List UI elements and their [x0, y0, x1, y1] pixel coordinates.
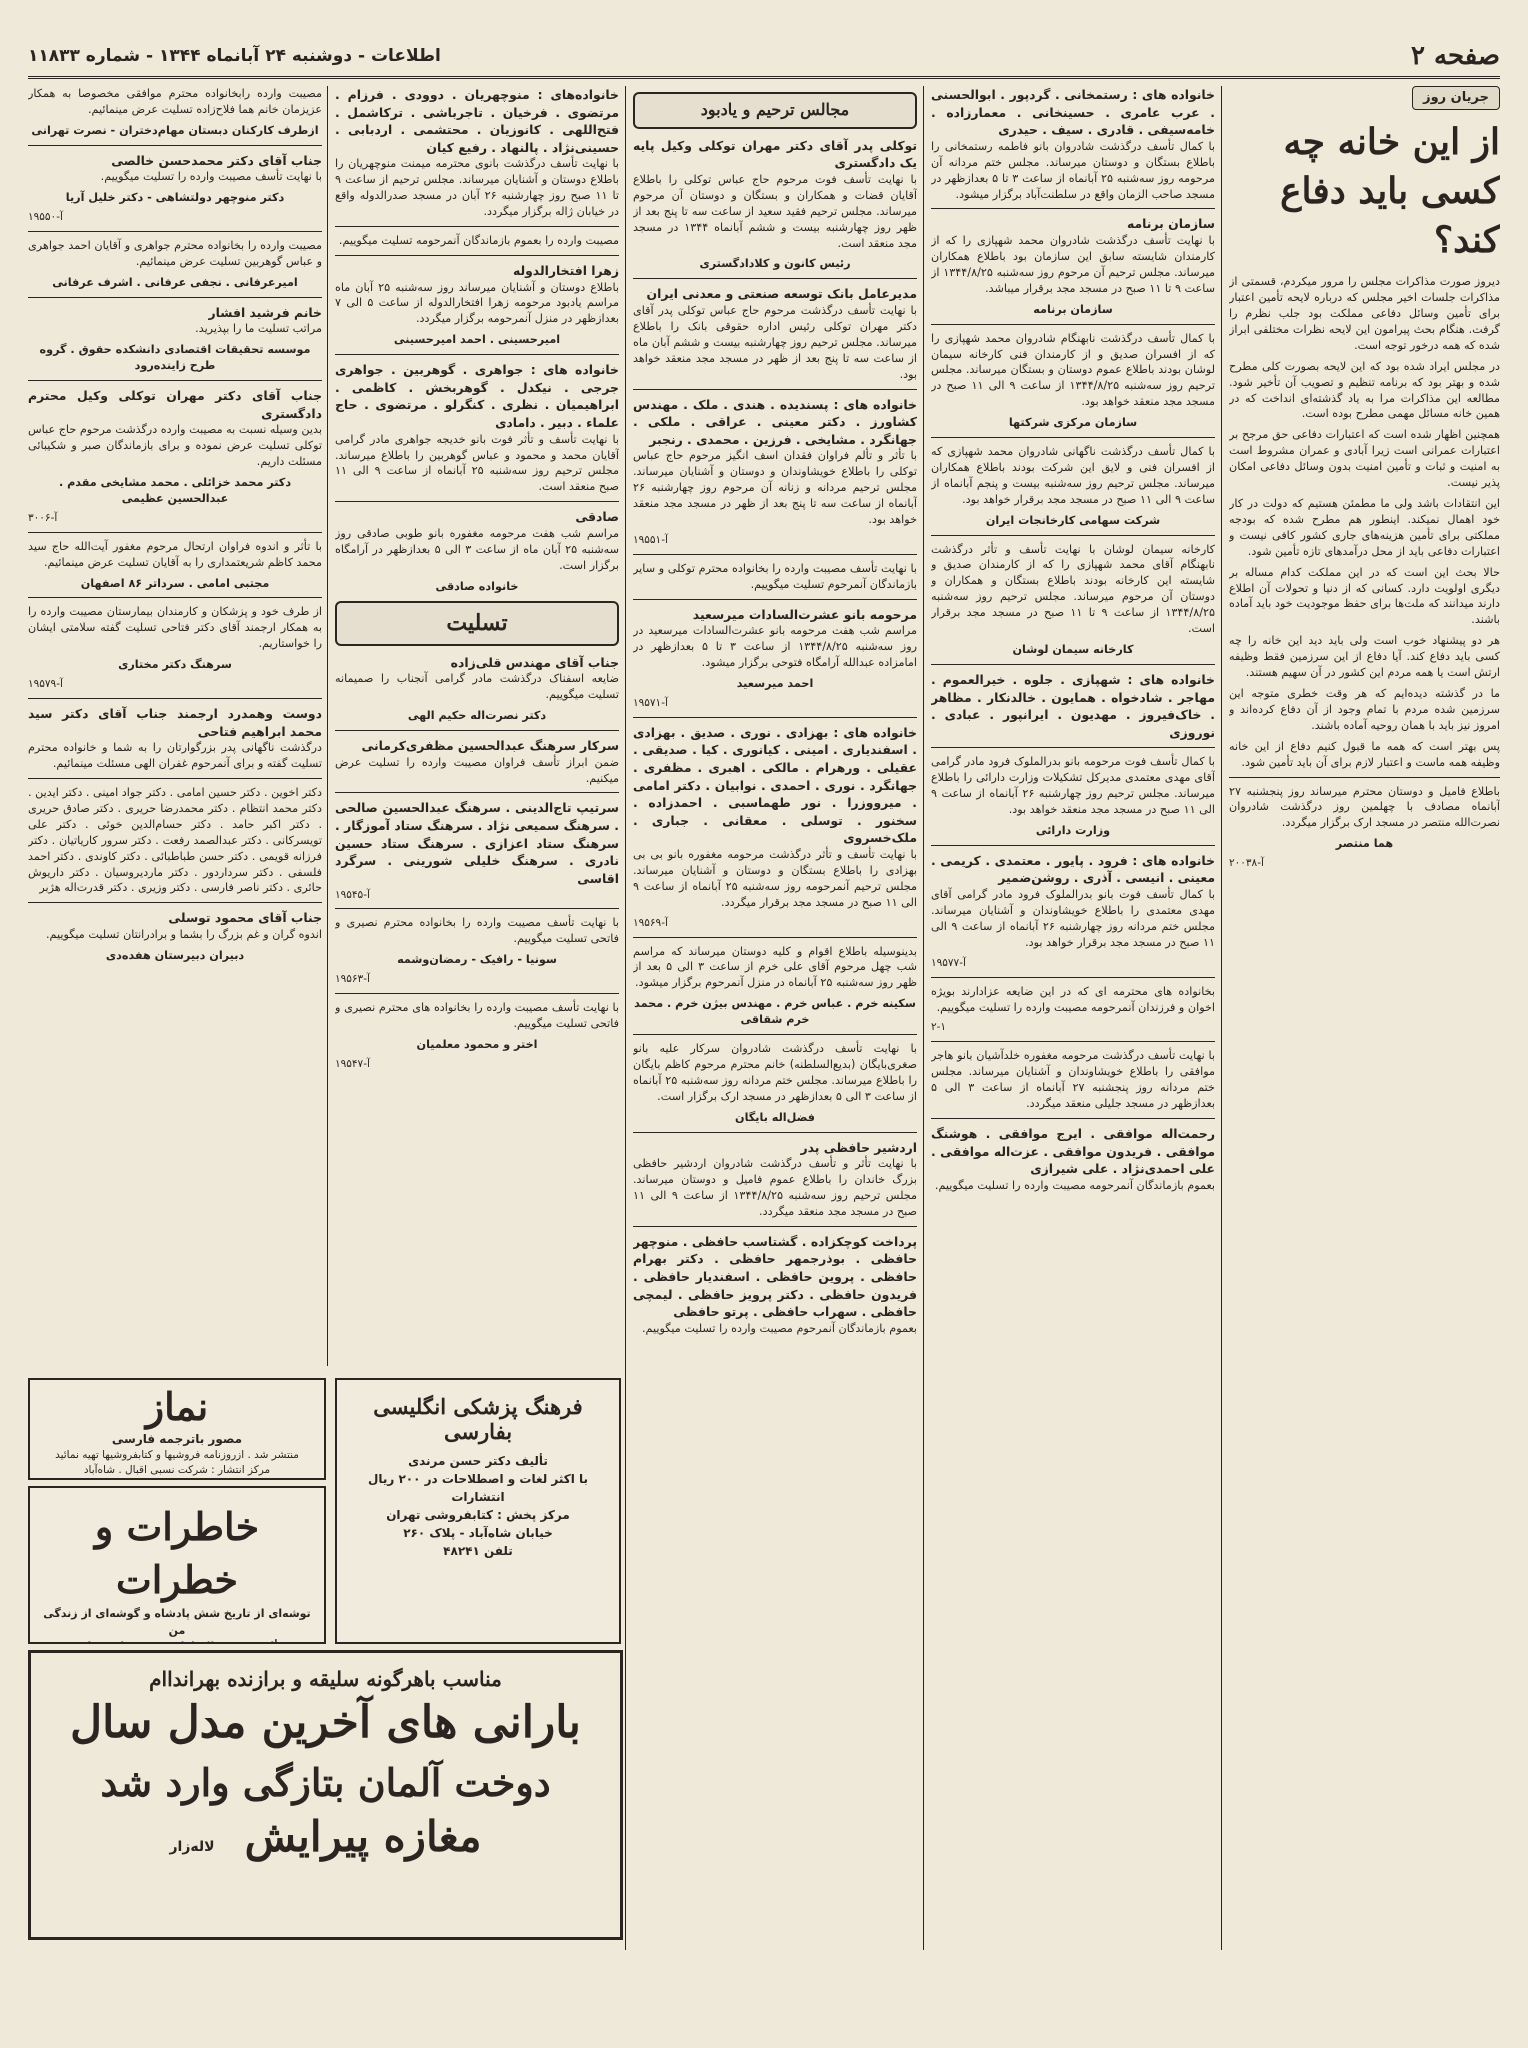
- notice-body: مراتب تسلیت ما را بپذیرید.: [195, 322, 322, 336]
- divider: [931, 977, 1215, 978]
- book-ad-text: [337, 1452, 619, 1560]
- column-rule: [923, 86, 924, 1950]
- notice-body: با نهایت تأسف درگذشت بانوی محترمه میمنت منوچهریان را باطلاع دوستان و آشنایان میرساند. مجلس ترحیم از ساعت ۹ تا ۱۱ صبح روز چهارشنبه ۲۶ آبان در مسجد صدرالدوله واقع در خیابان ژاله برگزار میگردد.: [335, 157, 619, 219]
- notice-body: مراسم شب هفت مرحومه مغفوره بانو طوبی صادقی روز سه‌شنبه ۲۵ آبان ماه از ساعت ۳ الی ۵ بعدازظهر در آرامگاه برگزار است.: [335, 526, 619, 572]
- notice-heading: خانواده های : بهزادی . نوری . صدیق . بهزادی . اسفندیاری . امینی . کیانوری . کیا . صدیقی . عقیلی . ورهرام . مالکی . اهبری . مظفری . جهانگرد . نوری . احمدی . نوابیان . دکتر امامی . میرووزرا . نور طهماسبی . احمدزاده . سخنور . توسلی . معقانی . جباری . ملک‌خسروی: [633, 724, 917, 846]
- notice-heading: توکلی پدر آقای دکتر مهران توکلی وکیل پایه یک دادگستری: [633, 137, 917, 171]
- divider: [931, 1041, 1215, 1042]
- notice-signature: وزارت دارائی: [1035, 823, 1111, 837]
- notice-heading: جناب آقای دکتر مهران توکلی وکیل محترم دادگستری: [28, 388, 322, 421]
- notice-body: با تأثر و اندوه فراوان ارتحال مرحوم مغفور آیت‌الله حاج سید محمد کاظم شریعتمداری را به آقایان تسلیت عرض مینمائیم.: [28, 539, 322, 569]
- notice-heading: خانواده های : رستمخانی . گردپور . ابوالحسنی . عرب عامری . حسینخانی . معمارزاده . خامه‌سیفی . قادری . سیف . حیدری: [931, 87, 1215, 138]
- notice-signature: سکینه خرم . عباس خرم . مهندس بیژن خرم . محمد خرم شقاقی: [634, 997, 916, 1027]
- editorial-title: از این خانه چه کسی باید دفاع کند؟: [1280, 121, 1500, 261]
- divider: [931, 1118, 1215, 1119]
- divider: [335, 354, 619, 355]
- divider: [335, 255, 619, 256]
- notice-body: از طرف خود و پزشکان و کارمندان بیمارستان مصیبت وارده را به همکار ارجمند آقای دکتر فتاحی تسلیت گفته سلامتی ایشان را خواستاریم.: [28, 605, 322, 651]
- notice-code: آ-۱۹۵۴۷: [335, 1057, 370, 1070]
- notice-body: با نهایت تأسف مصیبت وارده را بخانواده های محترم نصیری و فاتحی تسلیت میگوییم.: [335, 1001, 619, 1030]
- notice-code: آ-۱۹۵۷۱: [633, 696, 668, 709]
- ad-line: انتشارات: [451, 1490, 505, 1504]
- memoirs-ad-title: خاطرات و خطرات: [94, 1504, 260, 1603]
- notice-body: با نهایت تأسف درگذشت شادروان محمد شهپازی را که از کارمندان شایسته سابق این سازمان بود باطلاع همکاران میرساند. مجلس ترحیم آن مرحوم روز سه‌شنبه ۱۳۴۴/۸/۲۵ از ساعت ۹ تا ۱۱ صبح در مسجد مجد برقرار میباشد.: [931, 234, 1215, 295]
- notice-heading: جناب آقای محمود توسلی: [168, 910, 322, 926]
- notice-body: بخانواده های محترمه ای که در این ضایعه عزادارند بویژه اخوان و فرزندان آنمرحومه مصیبت وارده را تسلیت میگوییم.: [931, 984, 1215, 1014]
- page-header: [28, 36, 1500, 79]
- notice-code: آ-۱۹۵۷۷: [931, 956, 966, 969]
- notice-body: با نهایت تأسف مصیبت وارده را تسلیت میگوییم.: [100, 170, 322, 184]
- obituary-list: [633, 137, 917, 1337]
- notice-signature: رئیس کانون و کلادادگستری: [699, 257, 851, 271]
- divider: [931, 208, 1215, 209]
- notice-body: دکتر اخوین . دکتر حسین امامی . دکتر جواد امینی . دکتر ایدین . دکتر محمد انتظام . دکتر محمدرضا حریری . دکتر صادق حریری . دکتر اکبر حامد . دکتر حسام‌الدین خوئی . دکتر علی تویسرکانی . دکتر عبدالصمد رفعت . دکتر سرور کاریاتیان . دکتر فرزانه قویمی . دکتر حسن طباطبائی . دکتر کاوندی . دکتر احمد فلسفی . دکتر سرداردور . دکتر ماردیروسیان . دکتر داریوش حائری . دکتر ناصر فارسی . دکتر وزیری . دکتر قدرت‌اله هژبر: [28, 786, 322, 895]
- prayer-ad-author: مصور باترجمه فارسی: [111, 1431, 243, 1446]
- notice: [335, 508, 619, 594]
- notice: [931, 1125, 1215, 1194]
- notice: [633, 724, 917, 931]
- memoirs-ad-text: [30, 1606, 324, 1644]
- divider: [28, 698, 322, 699]
- notice-signature: دکتر منوچهر دولتشاهی - دکتر خلیل آریا: [65, 191, 285, 205]
- prayer-ad-text: [30, 1448, 324, 1480]
- notice-signature: دکتر نصرت‌اله حکیم الهی: [407, 709, 547, 723]
- condolence-column: [28, 86, 322, 1366]
- notice-body: مصیبت وارده را بخانواده محترم جواهری و آقایان احمد جواهری و عباس گوهربین تسلیت عرض مینمائیم.: [28, 239, 322, 268]
- notice: [28, 705, 322, 772]
- divider: [633, 1034, 917, 1035]
- clothing-ad-line3: دوخت آلمان بتازگی وارد شد: [100, 1759, 551, 1805]
- divider: [931, 324, 1215, 325]
- divider: [633, 717, 917, 718]
- divider: [633, 389, 917, 390]
- editorial-paragraph: هر دو پیشنهاد خوب است ولی باید دید این خانه را چه کسی باید دفاع کند. آیا دفاع از این سرزمین فقط وظیفه ارتش است یا همه مردم این کشور در آن سهیم هستند.: [1229, 634, 1500, 680]
- notice: [28, 785, 322, 896]
- notice-heading: خانواده های : جواهری . گوهربین . جواهری جرجی . نیکدل . گوهربخش . کاظمی . ابراهیمیان . نظری . کنگرلو . مرتضوی . حاج علماء . دبیر . دامادی: [335, 362, 619, 431]
- notice-code: آ-۱۹۵۶۹: [633, 916, 668, 929]
- notice: [28, 909, 322, 963]
- notice: [335, 262, 619, 348]
- notice: [335, 915, 619, 987]
- divider: [931, 747, 1215, 748]
- ad-line: [38, 1639, 316, 1644]
- notice-heading: زهرا افتخارالدوله: [512, 262, 619, 278]
- notice: [28, 152, 322, 225]
- notice-signature: سازمان برنامه: [1033, 302, 1113, 316]
- section-tag: جریان روز: [1412, 86, 1500, 110]
- divider: [335, 730, 619, 731]
- editorial-paragraph: در مجلس ایراد شده بود که این لایحه بصورت کلی مطرح شده و بهتر بود که برنامه تنظیم و تصویب آن تأخیر شود. مطالعه این مذاکرات مرا به یاد گذشته‌ای انداخت که در همین خانه مسائل مهمی مطرح بوده است.: [1229, 359, 1500, 421]
- notice-body: با تأثر و تألم فراوان فقدان اسف انگیز مرحوم حاج عباس توکلی را باطلاع خویشاوندان و دوستان و آشنایان میرساند. مجلس ترحیم مردانه و زنانه آن مرحوم روز چهارشنبه ۲۶ آبانماه از ساعت سه تا پنج بعد از ظهر در مسجد مجد منعقد خواهد بود.: [633, 449, 917, 526]
- divider: [335, 501, 619, 502]
- divider: [28, 145, 322, 146]
- notice: [931, 215, 1215, 317]
- notice-body: با کمال تأسف درگذشت ناگهانی شادروان محمد شهپازی که از افسران فنی و لایق این شرکت بودند باطلاع همکاران میرساند. مجلس ترحیم روز سه‌شنبه بیست و پنجم آبانماه از ساعت ۹ الی ۱۱ صبح در مسجد مجد برقرار خواهد بود.: [931, 445, 1215, 506]
- notice-signature: سونیا - رافیک - رمضان‌وشمه: [397, 953, 557, 967]
- notice-body: درگذشت ناگهانی پدر بزرگوارتان را به شما و خانواده محترم تسلیت گفته و برای آنمرحوم غفران الهی مسئلت مینمائیم.: [28, 741, 322, 771]
- notice-heading: دوست وهمدرد ارجمند جناب آقای دکتر سید محمد ابراهیم فتاحی: [28, 706, 322, 739]
- notice: [335, 1000, 619, 1072]
- column-rule: [625, 86, 626, 1950]
- notice-body: بدینوسیله باطلاع اقوام و کلیه دوستان میرساند که مراسم شب چهل مرحوم آقای علی خرم از ساعت ۳ الی ۵ بعد از ظهر روز سه‌شنبه ۲۵ آبانماه در منزل آنمرحوم برگزار میشود.: [633, 944, 917, 990]
- notice-signature: فضل‌اله بایگان: [735, 1110, 815, 1124]
- notice-heading: خانم فرشید افشار: [208, 304, 322, 320]
- notice-signature: اختر و محمود معلمیان: [416, 1037, 538, 1051]
- notice-signature: شرکت سهامی کارخانجات ایران: [985, 513, 1161, 527]
- ad-line: مرکز انتشار : شرکت نسبی اقبال . شاه‌آباد: [83, 1464, 271, 1477]
- notice: [931, 86, 1215, 202]
- divider: [28, 902, 322, 903]
- notice-body: مصیبت وارده رابخانواده محترم موافقی مخصوصا به همکار عزیزمان خانم هما فلاح‌زاده تسلیت عرض مینمائیم.: [28, 87, 322, 116]
- notice-heading: پرداخت کوچکزاده . گشتاسب حافظی . منوچهر حافظی . بوذرجمهر حافظی . دکتر بهرام حافظی . پروین حافظی . اسفندیار حافظی . فریدون حافظی . دکتر پرویز حافظی . لیمچی حافظی . سهراب حافظی . پرتو حافظی: [633, 1233, 917, 1320]
- divider: [633, 599, 917, 600]
- notice-body: با کمال تأسف درگذشت نابهنگام شادروان محمد شهپازی را که از افسران صدیق و از کارمندان فنی کارخانه سیمان لوشان بودند باطلاع عموم دوستان و بستگان میرساند. مجلس ترحیم روز سه‌شنبه ۱۳۴۴/۸/۲۵ از ساعت ۹ الی ۱۱ صبح در مسجد مجد منعقد خواهد بود.: [931, 331, 1215, 409]
- obituary-list: [931, 86, 1215, 1194]
- column-rule: [1221, 86, 1222, 1950]
- notice: [633, 606, 917, 711]
- notice-code: آ-۱۹۵۶۳: [335, 973, 370, 986]
- notice-body: کارخانه سیمان لوشان با نهایت تأسف و تأثر درگذشت نابهنگام آقای محمد شهپازی را که از کارمندان صدیق و شایسته این کارخانه بودند باطلاع بستگان و همکاران و دوستان آن مرحوم میرساند. مجلس ترحیم روز سه‌شنبه ۱۳۴۴/۸/۲۵ از ساعت ۹ تا ۱۱ صبح در مسجد مجد برقرار است.: [931, 542, 1215, 636]
- obituary-column-3: [633, 86, 917, 1948]
- book-ad-title: فرهنگ پزشکی انگلیسی بفارسی: [373, 1394, 583, 1444]
- notice-signature: خانواده صادقی: [435, 579, 519, 593]
- notice-signature: سازمان مرکزی شرکتها: [1008, 416, 1138, 430]
- clothing-ad: [28, 1650, 623, 1940]
- notice: [633, 396, 917, 548]
- notice-heading: سرکار سرهنگ عبدالحسین مظفری‌کرمانی: [361, 738, 619, 754]
- notice-body: بعموم بازماندگان آنمرحوم مصیبت وارده را تسلیت میگوییم.: [641, 1321, 917, 1335]
- notice: [931, 331, 1215, 431]
- divider: [633, 278, 917, 279]
- memoirs-ad: [28, 1486, 326, 1644]
- ad-line: مرکز پخش : کتابفروشی تهران: [386, 1508, 570, 1522]
- divider: [28, 297, 322, 298]
- notice-body: با نهایت تأسف فوت مرحوم حاج عباس توکلی را باطلاع آقایان قضات و همکاران و بستگان و دوستان آن مرحوم میرساند. مجلس ترحیم فقید سعید از ساعت سه تا پنج بعد از ظهر روز چهارشنبه بیست و ششم آبانماه ۱۳۴۴ در مسجد مجد منعقد است.: [633, 172, 917, 250]
- notice: [335, 654, 619, 724]
- divider: [28, 778, 322, 779]
- editorial-paragraph: این انتقادات باشد ولی ما مطمئن هستیم که دولت در کار خود اهمال نمیکند. اینطور هم مطرح شده که بودجه مملکتی برای تأمین هزینه‌های جاری کشور کافی نیست و اعتبارات دفاعی باید از محل درآمدهای تازه تأمین شود.: [1229, 497, 1500, 558]
- memorial-signature: هما منتصر: [1335, 837, 1394, 851]
- notice: [28, 86, 322, 139]
- notice-code: آ-۱۹۵۷۹: [28, 678, 63, 691]
- notice: [633, 561, 917, 593]
- notice-heading: مدیرعامل بانک توسعه صنعتی و معدنی ایران: [646, 286, 917, 302]
- divider: [633, 1132, 917, 1133]
- divider: [335, 993, 619, 994]
- notice-body: با کمال تأسف درگذشت شادروان بانو فاطمه رستمخانی را باطلاع بستگان و دوستان میرساند. مجلس ختم مردانه آن مرحومه روز سه‌شنبه ۲۵ آبانماه از ساعت ۳ تا ۵ بعدازظهر در مسجد صاحب الزمان واقع در سلطنت‌آباد برگزار میشود.: [931, 139, 1215, 201]
- notice: [931, 444, 1215, 529]
- notice-signature: کارخانه سیمان لوشان: [1012, 643, 1134, 656]
- notice: [633, 137, 917, 273]
- notice: [633, 285, 917, 382]
- notice-code: آ-۱۹۵۵۰: [28, 211, 63, 224]
- editorial-paragraph: دیروز صورت مذاکرات مجلس را مرور میکردم، قسمتی از مذاکرات جلسات اخیر مجلس که درباره لایحه تأمین اعتبار برای تأمین وسائل دفاعی مملکت بود جلب نظرم را گرفت. هنگام بحث پیرامون این لایحه نظرات مختلفی ابراز شده که همه درخور توجه است.: [1229, 275, 1500, 352]
- notice-heading: خانواده های : فرود . پایور . معتمدی . کریمی . معینی . انیسی . آذری . روشن‌ضمیر: [931, 852, 1215, 886]
- notice-heading: جناب آقای مهندس قلی‌زاده: [450, 654, 619, 670]
- notice: [28, 238, 322, 291]
- editorial-column: [1229, 86, 1500, 1948]
- ad-line: با اکثر لغات و اصطلاحات در ۲۰۰ ریال: [367, 1472, 589, 1486]
- notice-heading: رحمت‌اله موافقی . ایرج موافقی . هوشنگ موافقی . فریدون موافقی . عزت‌اله موافقی . علی احمدی‌نژاد . علی شیرازی: [931, 1125, 1215, 1177]
- notice-body: ضمن ابراز تأسف فراوان مصیبت وارده را تسلیت عرض میکنیم.: [335, 755, 619, 785]
- notice-signature: احمد میرسعید: [736, 676, 814, 690]
- notice-signature: سرهنگ دکتر مختاری: [118, 658, 232, 672]
- column-rule: [327, 86, 328, 1366]
- book-ad: [335, 1378, 621, 1644]
- page-number: صفحه ۲: [1411, 41, 1500, 71]
- notice: [335, 737, 619, 786]
- editorial-body: [1229, 274, 1500, 770]
- clothing-ad-store: مغازه پیرایش: [244, 1811, 482, 1861]
- notice-heading: مرحومه بانو عشرت‌السادات میرسعید: [692, 606, 917, 622]
- notice-body: با نهایت تأسف مصیبت وارده را بخانواده محترم توکلی و سایر بازماندگان آنمرحوم تسلیت میگوییم.: [633, 561, 917, 591]
- clothing-ad-line2: بارانی های آخرین مدل سال: [70, 1697, 581, 1748]
- notice-signature: امیرعرفانی . نجفی عرفانی . اشرف عرفانی: [52, 275, 298, 289]
- notice-signature: دبیران دبیرستان هفده‌دی: [105, 948, 245, 962]
- editorial-paragraph: پس بهتر است که همه ما قبول کنیم دفاع از این خانه وظیفه همه ماست و اعتبار لازم برای آن باید تأمین شود.: [1229, 739, 1500, 769]
- divider: [335, 908, 619, 909]
- prayer-ad-title: نماز: [145, 1384, 209, 1429]
- notice-body: باطلاع دوستان و آشنایان میرساند روز سه‌شنبه ۲۵ آبان ماه مراسم یادبود مرحومه زهرا افتخارالدوله از ساعت ۵ الی ۷ بعدازظهر در منزل آنمرحومه برگزار میگردد.: [335, 280, 619, 326]
- notice: [931, 542, 1215, 658]
- notice-signature: موسسه تحقیقات اقتصادی دانشکده حقوق . گروه طرح زاینده‌رود: [39, 343, 311, 373]
- notice-body: بدین وسیله نسبت به مصیبت وارده درگذشت مرحوم حاج عباس توکلی تسلیت عرض نموده و برای بازماندگان صبر و شکیبائی مسئلت داریم.: [28, 423, 322, 469]
- notice: [28, 604, 322, 692]
- notice: [633, 1233, 917, 1337]
- divider: [28, 380, 322, 381]
- notice-heading: خانواده های : شهپازی . جلوه . خیرالعموم . مهاجر . شادخواه . همایون . خالدنکار . مظاهر . خاک‌فیروز . مهدیون . ایرانپور . عبادی . نوروزی: [931, 671, 1215, 740]
- obituary-section-banner: مجالس ترحیم و یادبود: [633, 92, 917, 129]
- notice: [335, 86, 619, 220]
- notice-heading: اردشیر حافظی پدر: [800, 1139, 917, 1155]
- clothing-ad-address: لاله‌زار: [169, 1838, 215, 1855]
- notice: [335, 361, 619, 495]
- notice-body: با نهایت تأسف و تأثر فوت بانو خدیجه جواهری مادر گرامی آقایان محمد و محمود و عباس گوهربین را باطلاع میرساند. مجلس ترحیم روز سه‌شنبه ۲۵ آبانماه از ساعت ۹ الی ۱۱ صبح منعقد است.: [335, 432, 619, 494]
- notice-heading: جناب آقای دکتر محمدحسن خالصی: [111, 152, 322, 168]
- divider: [931, 535, 1215, 536]
- notice-code: آ-۱۹۵۵۱: [633, 533, 668, 546]
- notice-body: با نهایت تأسف و تأثر درگذشت مرحومه مغفوره بانو بی بی بهزادی را باطلاع بستگان و دوستان و آشنایان میرساند. مجلس ترحیم آنمرحومه روز سه‌شنبه ۲۵ آبانماه از ساعت ۹ الی ۱۱ صبح در مسجد مجد برقرار میگردد.: [633, 848, 917, 909]
- notice: [633, 1139, 917, 1220]
- ad-line: تألیف دکتر حسن مرندی: [408, 1454, 548, 1468]
- date-line: اطلاعات - دوشنبه ۲۴ آبانماه ۱۳۴۴ - شماره ۱۱۸۳۳: [28, 46, 441, 66]
- notice: [931, 671, 1215, 741]
- notice: [633, 944, 917, 1029]
- notice-signature: مجتبی امامی . سرداتر ۸۶ اصفهان: [80, 576, 270, 590]
- notice-code: آ-۳۰۰۶: [28, 511, 58, 524]
- notice-heading: سازمان برنامه: [1126, 216, 1215, 232]
- editorial-paragraph: همچنین اظهار شده است که اعتبارات دفاعی حق مرجح بر اعتبارات عمرانی است زیرا آبادی و عمران مشروط است به امنیت و ثبات و تأمین امنیت بدون وسائل دفاعی امکان پذیر نیست.: [1229, 428, 1500, 490]
- divider: [335, 226, 619, 227]
- divider: [931, 664, 1215, 665]
- condolence-list: [335, 654, 619, 1072]
- notice-body: با نهایت تأسف مصیبت وارده را بخانواده محترم نصیری و فاتحی تسلیت میگوییم.: [335, 916, 619, 946]
- notice-signature: امیرحسینی . احمد امیرحسینی: [393, 333, 561, 347]
- editorial-paragraph: حالا بحث این است که در این مملکت کدام مساله بر دیگری اولویت دارد. کسانی که از دنیا و تحولات آن اطلاع دارند میدانند که ملت‌ها برای حفظ موجودیت خود باید آماده باشند.: [1229, 565, 1500, 627]
- notice: [335, 799, 619, 902]
- editorial-paragraph: ما در گذشته دیده‌ایم که هر وقت خطری متوجه این سرزمین شده مردم با تمام وجود از آن دفاع کرده‌اند و امروز نیز باید با همان روحیه آماده باشند.: [1229, 686, 1500, 732]
- condolence-list: [28, 86, 322, 964]
- notice-body: مراسم شب هفت مرحومه بانو عشرت‌السادات میرسعید در روز سه‌شنبه ۱۳۴۴/۸/۲۵ از ساعت ۳ تا ۵ بعدازظهر در امامزاده عبدالله آرامگاه فتوحی برگزار میشود.: [633, 624, 917, 670]
- notice-body: ضایعه اسفناک درگذشت مادر گرامی آنجناب را صمیمانه تسلیت میگوییم.: [335, 672, 619, 702]
- clothing-ad-line1: مناسب باهرگونه سلیقه و برازنده بهرانداام: [149, 1667, 502, 1691]
- notice: [931, 1048, 1215, 1112]
- notice: [335, 233, 619, 249]
- notice: [28, 304, 322, 374]
- notice-heading: صادقی: [575, 509, 619, 525]
- notice: [28, 387, 322, 526]
- divider: [633, 1226, 917, 1227]
- divider: [633, 554, 917, 555]
- divider: [335, 792, 619, 793]
- divider: [28, 597, 322, 598]
- divider: [931, 845, 1215, 846]
- notice-body: بعموم بازماندگان آنمرحومه مصیبت وارده را تسلیت میگوییم.: [934, 1178, 1215, 1192]
- prayer-ad: [28, 1378, 326, 1480]
- notice-heading: سرتیپ تاج‌الدینی . سرهنگ عبدالحسین صالحی . سرهنگ سمیعی نژاد . سرهنگ ستاد آموزگار . سرهنگ ستاد اعزازی . سرهنگ ستاد حسین نادری . سرهنگ خلیلی شورینی . سرگرد اقاسی: [335, 800, 619, 886]
- divider: [931, 437, 1215, 438]
- ad-line: منتشر شد . ازروزنامه فروشیها و کتابفروشیها تهیه نمائید: [55, 1448, 299, 1461]
- divider: [28, 231, 322, 232]
- notice-code: آ-۱۹۵۴۵: [335, 888, 370, 901]
- notice: [633, 1041, 917, 1126]
- notice-body: با نهایت تأسف درگذشت مرحوم حاج عباس توکلی پدر آقای دکتر مهران توکلی رئیس اداره حقوقی بانک را باطلاع میرساند. مجلس ترحیم روز چهارشنبه بیست و ششم آبان ماه از ساعت سه تا پنج بعد از ظهر در مسجد مجد منعقد خواهد بود.: [633, 303, 917, 381]
- divider: [28, 532, 322, 533]
- notice-body: با کمال تأسف فوت بانو بدرالملوک فرود مادر گرامی آقای مهدی معتمدی را باطلاع خویشاوندان و آشنایان میرساند. مجلس ختم مردانه روز چهارشنبه ۲۶ آبانماه از ساعت ۹ الی ۱۱ صبح در مسجد مجد برقرار خواهد بود.: [931, 888, 1215, 949]
- memorial-notice: باطلاع فامیل و دوستان محترم میرساند روز پنجشنبه ۲۷ آبانماه مصادف با چهلمین روز درگذشت شادروان نصرت‌الله منتصر در مسجد ارک برگزار میگردد.: [1229, 784, 1500, 830]
- notice-body: با نهایت تأسف درگذشت مرحومه مغفوره خلدآشیان بانو هاجر موافقی را باطلاع خویشاوندان و آشنایان میرساند. مجلس ختم مردانه روز پنجشنبه ۲۷ آبانماه از ساعت ۳ الی ۵ بعدازظهر در مسجد جلیلی منعقد میگردد.: [931, 1049, 1215, 1111]
- notice: [931, 984, 1215, 1036]
- divider: [633, 937, 917, 938]
- notice-body: اندوه گران و غم بزرگ را بشما و برادرانتان تسلیت میگوییم.: [45, 927, 322, 941]
- obituary-column-4: [335, 86, 619, 1366]
- notice: [931, 754, 1215, 839]
- notice-heading: خانواده های : پسندیده . هندی . ملک . مهندس کشاورز . دکتر معینی . عراقی . ملکی . جهانگرد . مشایخی . فرزین . محمدی . رنجبر: [633, 396, 917, 447]
- obituary-column-2: [931, 86, 1215, 1948]
- notice-code: ۲-۱: [931, 1021, 947, 1034]
- condolence-banner: تسلیت: [335, 601, 619, 646]
- notice-body: با نهایت تأثر و تأسف درگذشت شادروان اردشیر حافظی بزرگ خاندان را باطلاع عموم فامیل و دوستان میرساند. مجلس ترحیم روز سه‌شنبه ۱۳۴۴/۸/۲۵ از ساعت ۹ الی ۱۱ صبح در مسجد مجد منعقد میگردد.: [633, 1157, 917, 1218]
- notice: [28, 539, 322, 592]
- notice: [931, 852, 1215, 971]
- ad-line: خیابان شاه‌آباد - پلاک ۲۶۰: [403, 1526, 553, 1540]
- notice-body: با نهایت تأسف درگذشت شادروان سرکار علیه بانو صغری‌بایگان (بدیع‌السلطنه) خانم محترم مرحوم کاظم بایگان را باطلاع میرساند. مجلس ختم مردانه روز سه‌شنبه ۲۵ آبانماه از ساعت ۳ الی ۵ بعدازظهر در مسجد ارک برگزار است.: [633, 1042, 917, 1103]
- obituary-list: [335, 86, 619, 595]
- notice-heading: خانواده‌های : منوچهریان . دوودی . فرزام . مرتضوی . فرخیان . تاجرباشی . ترکاشمل . فتح‌اللهی . کانوزیان . محتشمی . اردبابی . حسینی‌نژاد . پالنهاد . رفیع کیان: [335, 87, 619, 155]
- notice-signature: ازطرف کارکنان دبستان مهام‌دختران - نصرت تهرانی: [31, 123, 319, 137]
- ad-line: تلفن ۴۸۲۴۱: [443, 1544, 513, 1558]
- notice-body: مصیبت وارده را بعموم بازماندگان آنمرحومه تسلیت میگوییم.: [338, 234, 619, 248]
- notice-signature: دکتر محمد خزائلی . محمد مشایخی مقدم . عبدالحسین عظیمی: [58, 476, 292, 505]
- ad-line: توشه‌ای از تاریخ شش پادشاه و گوشه‌ای از زندگی من: [43, 1607, 311, 1637]
- memorial-code: آ-۲۰۰۳۸: [1229, 857, 1264, 870]
- notice-body: با کمال تأسف فوت مرحومه بانو بدرالملوک فرود مادر گرامی آقای مهدی معتمدی مدیرکل تشکیلات وزارت دارائی را باطلاع میرساند. مجلس ترحیم روز چهارشنبه ۲۶ آبانماه از ساعت ۹ الی ۱۱ صبح در مسجد مجد منعقد خواهد بود.: [931, 755, 1215, 817]
